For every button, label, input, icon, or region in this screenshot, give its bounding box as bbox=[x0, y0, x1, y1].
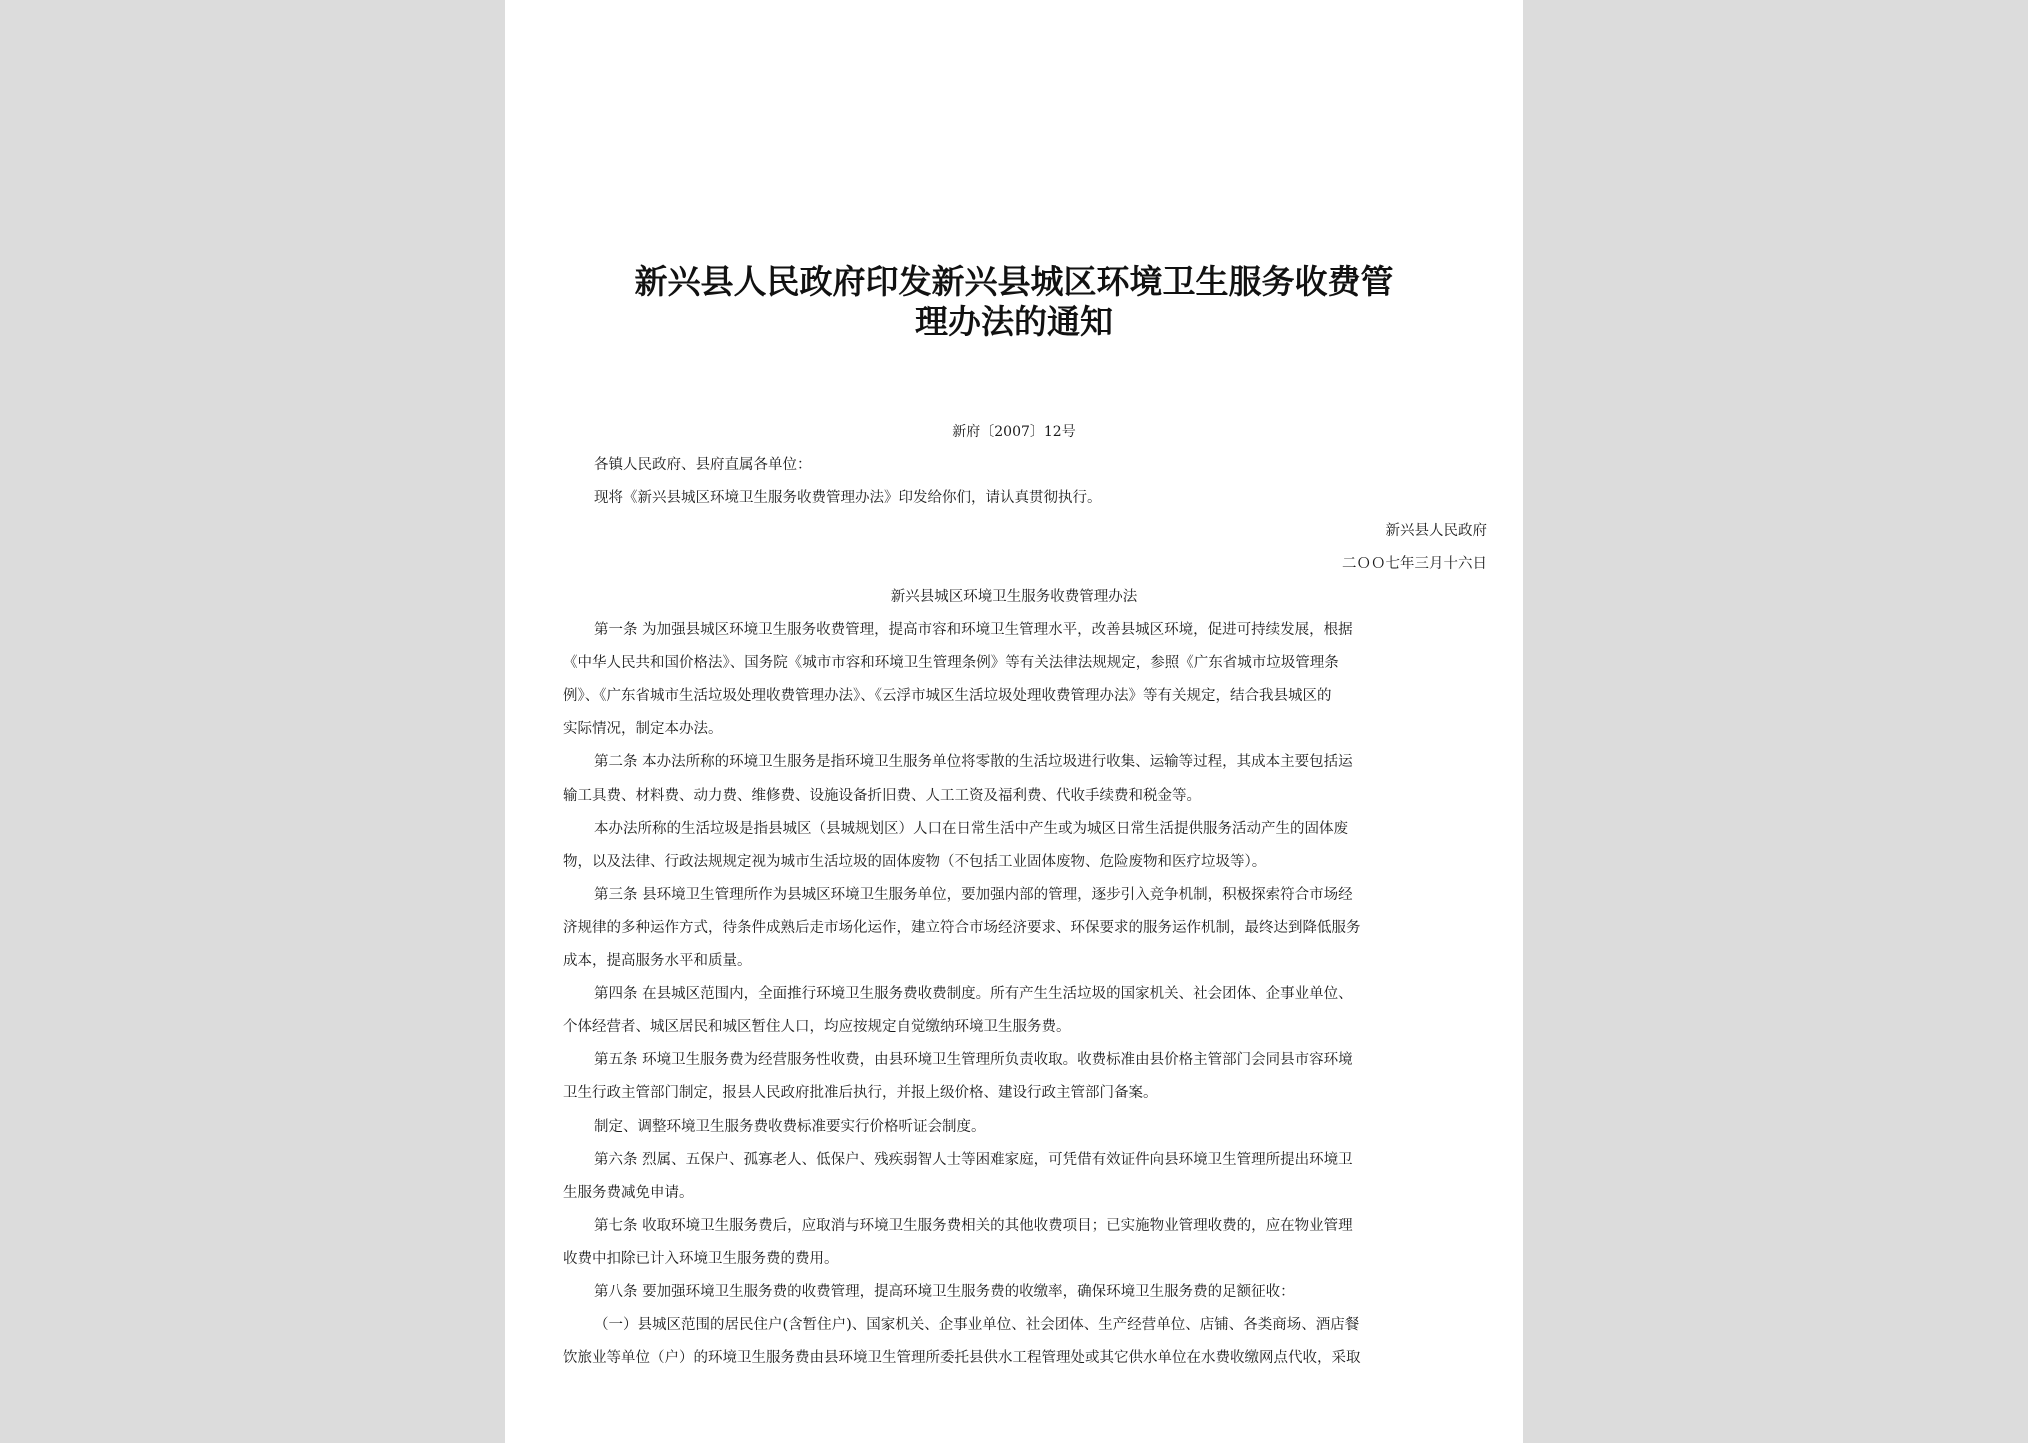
document-page bbox=[505, 0, 1523, 1443]
body-line: 第一条 为加强县城区环境卫生服务收费管理，提高市容和环境卫生管理水平，改善县城区环境，促进可持续发展，根据 bbox=[594, 622, 1353, 638]
body-line: 卫生行政主管部门制定，报县人民政府批准后执行，并报上级价格、建设行政主管部门备案。 bbox=[563, 1085, 1158, 1101]
body-line: 生服务费减免申请。 bbox=[563, 1185, 694, 1201]
measures-title: 新兴县城区环境卫生服务收费管理办法 bbox=[890, 589, 1138, 605]
issue-date: 二ＯＯ七年三月十六日 bbox=[1342, 556, 1487, 572]
title-line-1: 新兴县人民政府印发新兴县城区环境卫生服务收费管 bbox=[634, 262, 1394, 301]
body-line: 例》、《广东省城市生活垃圾处理收费管理办法》、《云浮市城区生活垃圾处理收费管理办法》等有关规定，结合我县城区的 bbox=[563, 688, 1332, 704]
title-line-2: 理办法的通知 bbox=[915, 302, 1113, 341]
body-line: 制定、调整环境卫生服务费收费标准要实行价格听证会制度。 bbox=[594, 1119, 986, 1135]
body-line: 《中华人民共和国价格法》、国务院《城市市容和环境卫生管理条例》等有关法律法规规定，参照《广东省城市垃圾管理条 bbox=[563, 655, 1339, 671]
body-line: 济规律的多种运作方式，待条件成熟后走市场化运作，建立符合市场经济要求、环保要求的服务运作机制，最终达到降低服务 bbox=[563, 920, 1361, 936]
body-line: 第四条 在县城区范围内，全面推行环境卫生服务费收费制度。所有产生生活垃圾的国家机关、社会团体、企事业单位、 bbox=[594, 986, 1353, 1002]
body-line: 第三条 县环境卫生管理所作为县城区环境卫生服务单位，要加强内部的管理，逐步引入竞争机制，积极探索符合市场经 bbox=[594, 887, 1353, 903]
document-title bbox=[595, 262, 1433, 342]
body-line: 实际情况，制定本办法。 bbox=[563, 721, 723, 737]
body-line: 第八条 要加强环境卫生服务费的收费管理，提高环境卫生服务费的收缴率，确保环境卫生服务费的足额征收： bbox=[594, 1284, 1295, 1300]
body-line: 饮旅业等单位（户）的环境卫生服务费由县环境卫生管理所委托县供水工程管理处或其它供水单位在水费收缴网点代收，采取 bbox=[563, 1350, 1361, 1366]
addressee: 各镇人民政府、县府直属各单位： bbox=[594, 457, 812, 473]
body-line: 收费中扣除已计入环境卫生服务费的费用。 bbox=[563, 1251, 839, 1267]
body-line: （一）县城区范围的居民住户(含暂住户)、国家机关、企事业单位、社会团体、生产经营单位、店铺、各类商场、酒店餐 bbox=[594, 1317, 1360, 1333]
body-line: 第六条 烈属、五保户、孤寡老人、低保户、残疾弱智人士等困难家庭，可凭借有效证件向县环境卫生管理所提出环境卫 bbox=[594, 1152, 1353, 1168]
body-line: 第二条 本办法所称的环境卫生服务是指环境卫生服务单位将零散的生活垃圾进行收集、运输等过程，其成本主要包括运 bbox=[594, 754, 1353, 770]
issuer: 新兴县人民政府 bbox=[1385, 523, 1487, 539]
document-number: 新府〔2007〕12号 bbox=[952, 424, 1076, 440]
body-line: 本办法所称的生活垃圾是指县城区（县城规划区）人口在日常生活中产生或为城区日常生活提供服务活动产生的固体废 bbox=[594, 821, 1348, 837]
body-line: 物，以及法律、行政法规规定视为城市生活垃圾的固体废物（不包括工业固体废物、危险废物和医疗垃圾等）。 bbox=[563, 854, 1267, 870]
body-line: 个体经营者、城区居民和城区暂住人口，均应按规定自觉缴纳环境卫生服务费。 bbox=[563, 1019, 1071, 1035]
intro-paragraph: 现将《新兴县城区环境卫生服务收费管理办法》印发给你们，请认真贯彻执行。 bbox=[594, 490, 1102, 506]
body-line: 第七条 收取环境卫生服务费后，应取消与环境卫生服务费相关的其他收费项目；已实施物业管理收费的，应在物业管理 bbox=[594, 1218, 1353, 1234]
body-line: 成本，提高服务水平和质量。 bbox=[563, 953, 752, 969]
body-line: 第五条 环境卫生服务费为经营服务性收费，由县环境卫生管理所负责收取。收费标准由县价格主管部门会同县市容环境 bbox=[594, 1052, 1353, 1068]
body-line: 输工具费、材料费、动力费、维修费、设施设备折旧费、人工工资及福利费、代收手续费和税金等。 bbox=[563, 788, 1201, 804]
